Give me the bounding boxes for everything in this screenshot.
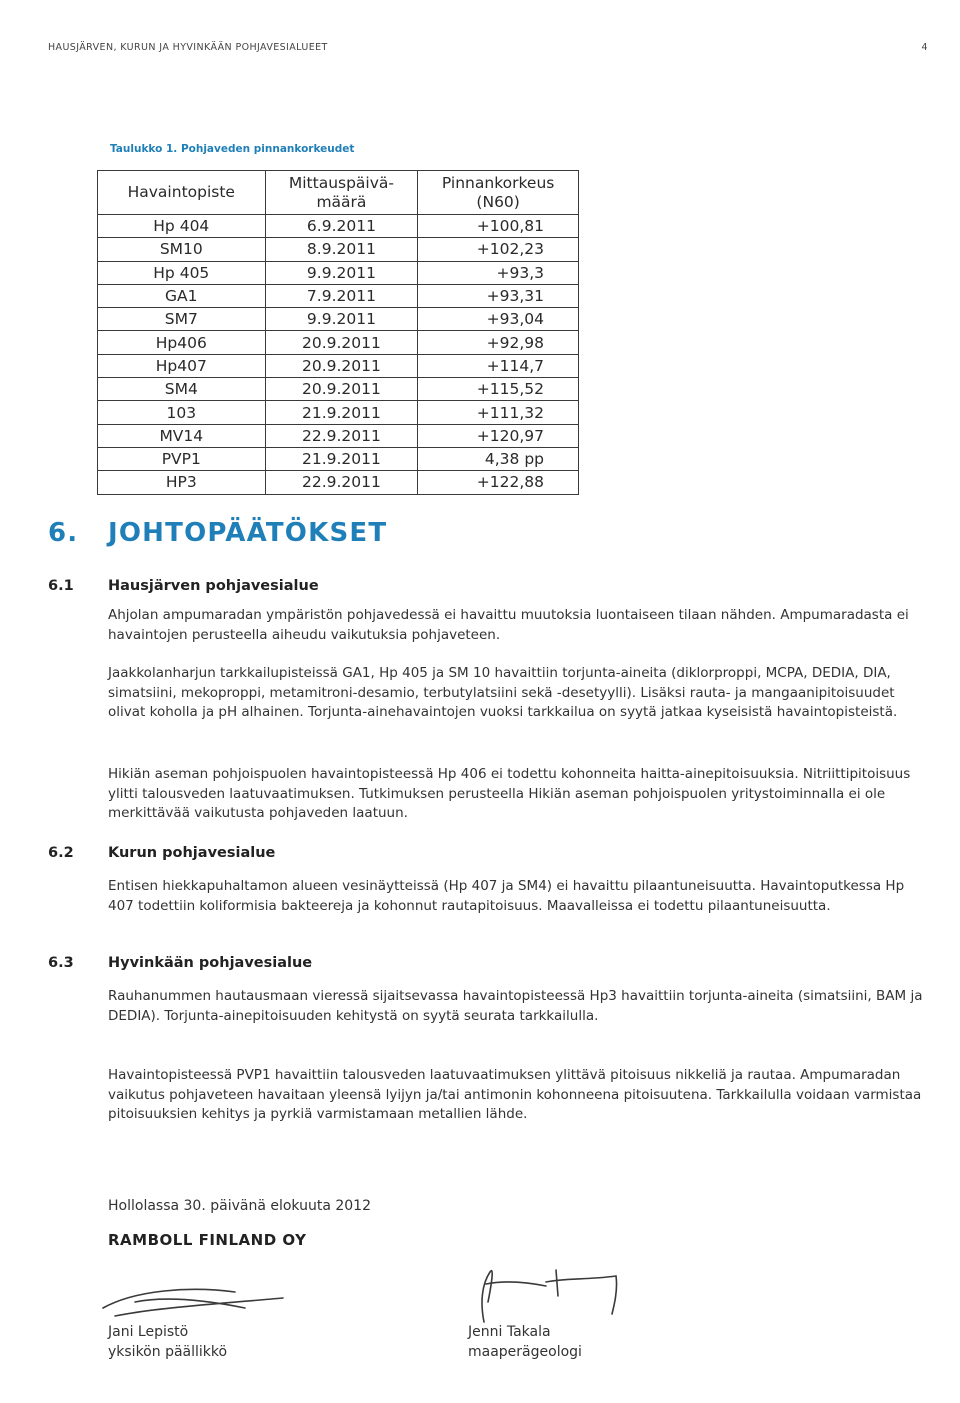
- cell-level: 4,38 pp: [418, 447, 579, 470]
- cell-point: SM7: [98, 308, 266, 331]
- cell-date: 6.9.2011: [265, 215, 418, 238]
- cell-point: Hp407: [98, 354, 266, 377]
- page-number: 4: [921, 42, 928, 53]
- table-row: [98, 401, 579, 424]
- cell-level: +92,98: [418, 331, 579, 354]
- groundwater-level-table: [97, 170, 579, 495]
- running-header: [48, 42, 928, 53]
- cell-level: +122,88: [418, 471, 579, 494]
- cell-point: SM4: [98, 378, 266, 401]
- table-row: [98, 238, 579, 261]
- subsection-title: Hausjärven pohjavesialue: [108, 578, 319, 594]
- section-title: [48, 518, 387, 548]
- cell-level: +93,04: [418, 308, 579, 331]
- signature-jani-lepisto: [95, 1278, 295, 1326]
- subsection-heading-6-1: [48, 578, 319, 594]
- cell-date: 20.9.2011: [265, 354, 418, 377]
- section-heading: JOHTOPÄÄTÖKSET: [108, 518, 388, 548]
- subsection-number: 6.1: [48, 578, 74, 594]
- paragraph: Entisen hiekkapuhaltamon alueen vesinäytteissä (Hp 407 ja SM4) ei havaittu pilaantuneisuutta. Havaintoputkessa Hp 407 todettiin koliformisia bakteereja ja kohonnut rautapitoisuus. Maavalleissa ei todettu pilaantuneisuutta.: [108, 878, 905, 914]
- table-row: [98, 284, 579, 307]
- section-number: 6.: [48, 518, 79, 548]
- cell-date: 9.9.2011: [265, 261, 418, 284]
- cell-level: +120,97: [418, 424, 579, 447]
- cell-level: +93,31: [418, 284, 579, 307]
- cell-level: +111,32: [418, 401, 579, 424]
- subsection-number: 6.2: [48, 845, 74, 861]
- cell-point: MV14: [98, 424, 266, 447]
- cell-point: Hp 404: [98, 215, 266, 238]
- cell-date: 22.9.2011: [265, 424, 418, 447]
- column-header-date: Mittauspäivä- määrä: [265, 171, 418, 215]
- table-caption: Taulukko 1. Pohjaveden pinnankorkeudet: [110, 143, 355, 155]
- running-title: HAUSJÄRVEN, KURUN JA HYVINKÄÄN POHJAVESIALUEET: [48, 42, 328, 53]
- signer-left: [108, 1322, 227, 1362]
- cell-level: +114,7: [418, 354, 579, 377]
- table-row: [98, 308, 579, 331]
- signer-right: [468, 1322, 582, 1362]
- cell-level: +100,81: [418, 215, 579, 238]
- signer-role: maaperägeologi: [468, 1344, 582, 1360]
- table-header-row: [98, 171, 579, 215]
- paragraph: Hikiän aseman pohjoispuolen havaintopisteessä Hp 406 ei todettu kohonneita haitta-ainepitoisuuksia. Nitriittipitoisuus ylitti talousveden laatuvaatimuksen. Tutkimuksen perusteella Hikiän aseman pohjoispuolen yritystoiminnalla ei ole merkittävää vaikutusta pohjaveden laatuun.: [108, 766, 911, 821]
- subsection-heading-6-3: [48, 955, 312, 971]
- cell-date: 8.9.2011: [265, 238, 418, 261]
- cell-point: 103: [98, 401, 266, 424]
- table-row: [98, 354, 579, 377]
- cell-point: Hp 405: [98, 261, 266, 284]
- column-header-level: Pinnankorkeus (N60): [418, 171, 579, 215]
- cell-point: SM10: [98, 238, 266, 261]
- cell-date: 21.9.2011: [265, 401, 418, 424]
- paragraph: Jaakkolanharjun tarkkailupisteissä GA1, Hp 405 ja SM 10 havaittiin torjunta-aineita (diklorproppi, MCPA, DEDIA, DIA, simatsiini, mekoproppi, metamitroni-desamio, terbutylatsiini sekä -desetyylli). Lisäksi rauta- ja mangaanipitoisuudet olivat koholla ja pH alhainen. Torjunta-ainehavaintojen vuoksi tarkkailua on syytä jatkaa kyseisistä havaintopisteistä.: [108, 665, 898, 720]
- signer-name: Jenni Takala: [468, 1324, 551, 1340]
- cell-level: +115,52: [418, 378, 579, 401]
- table-row: [98, 261, 579, 284]
- subsection-title: Kurun pohjavesialue: [108, 845, 276, 861]
- cell-point: PVP1: [98, 447, 266, 470]
- signer-role: yksikön päällikkö: [108, 1344, 228, 1360]
- table-row: [98, 378, 579, 401]
- paragraph: Havaintopisteessä PVP1 havaittiin talousveden laatuvaatimuksen ylittävä pitoisuus nikkeliä ja rautaa. Ampumaradan vaikutus pohjaveteen havaitaan yleensä lyijyn ja/tai antimonin kohonneena pitoisuutena. Tarkkailulla voidaan varmistaa pitoisuuksien kehitys ja pyrkiä varmistamaan metallien lähde.: [108, 1067, 922, 1122]
- subsection-heading-6-2: [48, 845, 275, 861]
- cell-point: HP3: [98, 471, 266, 494]
- table-row: [98, 447, 579, 470]
- table-row: [98, 471, 579, 494]
- subsection-title: Hyvinkään pohjavesialue: [108, 955, 313, 971]
- cell-date: 21.9.2011: [265, 447, 418, 470]
- subsection-number: 6.3: [48, 955, 74, 971]
- table-row: [98, 331, 579, 354]
- table-body: [98, 215, 579, 495]
- cell-level: +102,23: [418, 238, 579, 261]
- cell-date: 7.9.2011: [265, 284, 418, 307]
- cell-date: 20.9.2011: [265, 331, 418, 354]
- signoff-place-date: Hollolassa 30. päivänä elokuuta 2012: [108, 1198, 371, 1214]
- cell-date: 22.9.2011: [265, 471, 418, 494]
- cell-level: +93,3: [418, 261, 579, 284]
- cell-point: GA1: [98, 284, 266, 307]
- company-name: RAMBOLL FINLAND OY: [108, 1231, 307, 1249]
- paragraph: Ahjolan ampumaradan ympäristön pohjavedessä ei havaittu muutoksia luontaiseen tilaan nähden. Ampumaradasta ei havaintojen perusteella aiheudu vaikutuksia pohjaveteen.: [108, 607, 909, 643]
- column-header-point: Havaintopiste: [98, 171, 266, 215]
- table-row: [98, 424, 579, 447]
- table-row: [98, 215, 579, 238]
- signer-name: Jani Lepistö: [108, 1324, 189, 1340]
- paragraph: Rauhanummen hautausmaan vieressä sijaitsevassa havaintopisteessä Hp3 havaittiin torjunta-aineita (simatsiini, BAM ja DEDIA). Torjunta-ainepitoisuuden kehitystä on syytä seurata tarkkailulla.: [108, 988, 923, 1024]
- cell-date: 20.9.2011: [265, 378, 418, 401]
- cell-point: Hp406: [98, 331, 266, 354]
- cell-date: 9.9.2011: [265, 308, 418, 331]
